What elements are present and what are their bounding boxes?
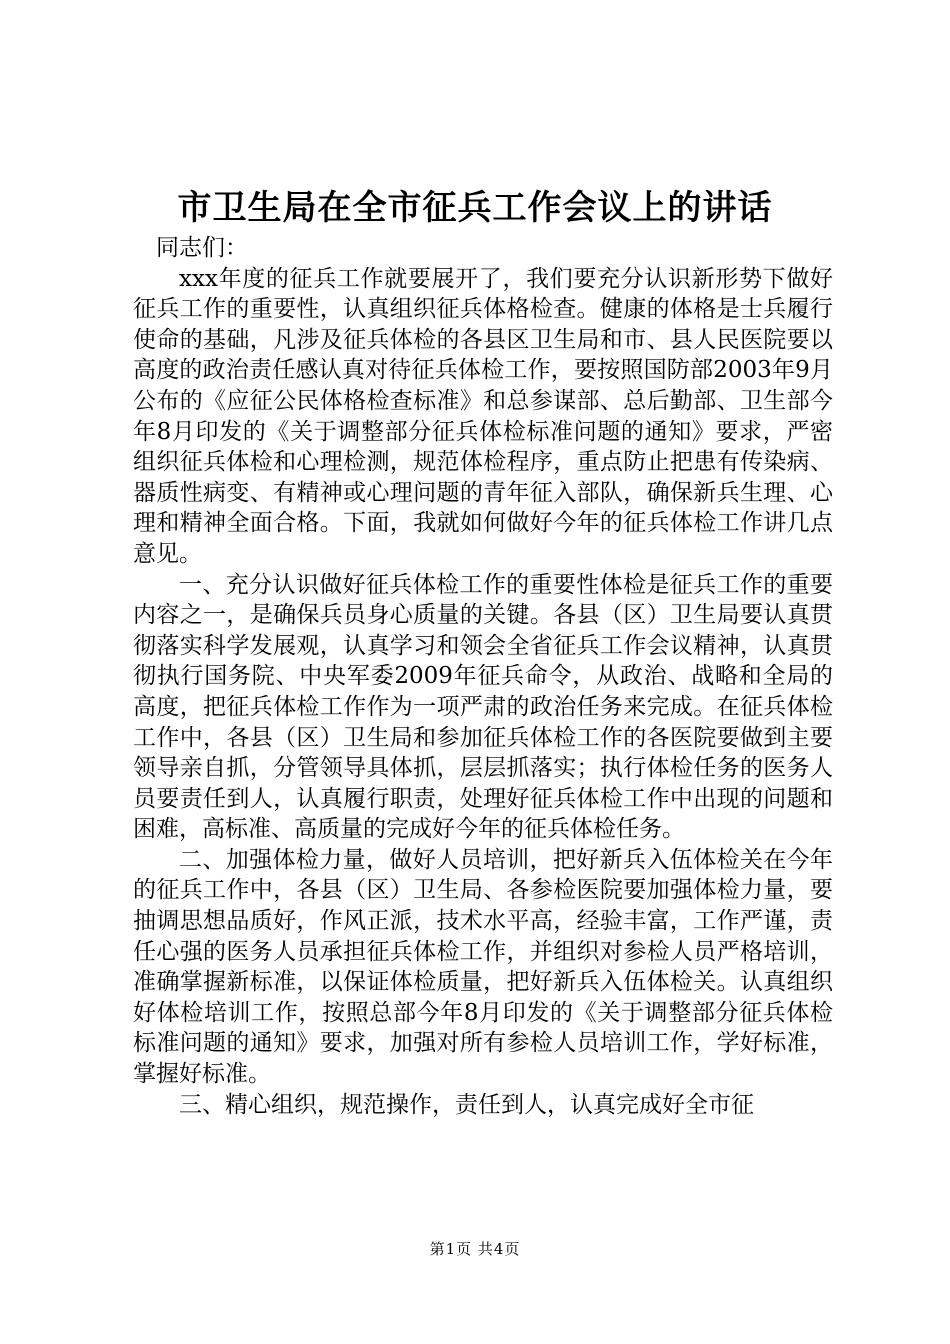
paragraph-section-2: 二、加强体检力量，做好人员培训，把好新兵入伍体检关在今年的征兵工作中，各县（区）卫生局、各参检医院要加强体检力量，要抽调思想品质好，作风正派，技术水平高，经验丰富，工作严谨，责任心强的医务人员承担征兵体检工作，并组织对参检人员严格培训，准确掌握新标准，以保证体检质量，把好新兵入伍体检关。认真组织好体检培训工作，按照总部今年8月印发的《关于调整部分征兵体检标准问题的通知》要求，加强对所有参检人员培训工作，学好标准，掌握好标准。 <box>133 846 833 1088</box>
paragraph-section-1: 一、充分认识做好征兵体检工作的重要性体检是征兵工作的重要内容之一，是确保兵员身心质量的关键。各县（区）卫生局要认真贯彻落实科学发展观，认真学习和领会全省征兵工作会议精神，认真贯彻执行国务院、中央军委2009年征兵命令，从政治、战略和全局的高度，把征兵体检工作作为一项严肃的政治任务来完成。在征兵体检工作中，各县（区）卫生局和参加征兵体检工作的各医院要做到主要领导亲自抓，分管领导具体抓，层层抓落实；执行体检任务的医务人员要责任到人，认真履行职责，处理好征兵体检工作中出现的问题和困难，高标准、高质量的完成好今年的征兵体检任务。 <box>133 571 833 843</box>
salutation: 同志们： <box>156 235 248 261</box>
page-number: 第1页 共4页 <box>429 1240 521 1258</box>
paragraph-intro: xxx年度的征兵工作就要展开了，我们要充分认识新形势下做好征兵工作的重要性，认真组织征兵体格检查。健康的体格是士兵履行使命的基础，凡涉及征兵体检的各县区卫生局和市、县人民医院要以高度的政治责任感认真对待征兵体检工作，要按照国防部2003年9月公布的《应征公民体格检查标准》和总参谋部、总后勤部、卫生部今年8月印发的《关于调整部分征兵体检标准问题的通知》要求，严密组织征兵体检和心理检测，规范体检程序，重点防止把患有传染病、器质性病变、有精神或心理问题的青年征入部队，确保新兵生理、心理和精神全面合格。下面，我就如何做好今年的征兵体检工作讲几点意见。 <box>133 265 833 567</box>
document-title: 市卫生局在全市征兵工作会议上的讲话 <box>177 188 773 228</box>
paragraph-section-3: 三、精心组织，规范操作，责任到人，认真完成好全市征 <box>179 1091 754 1118</box>
document-body <box>133 233 833 1120</box>
